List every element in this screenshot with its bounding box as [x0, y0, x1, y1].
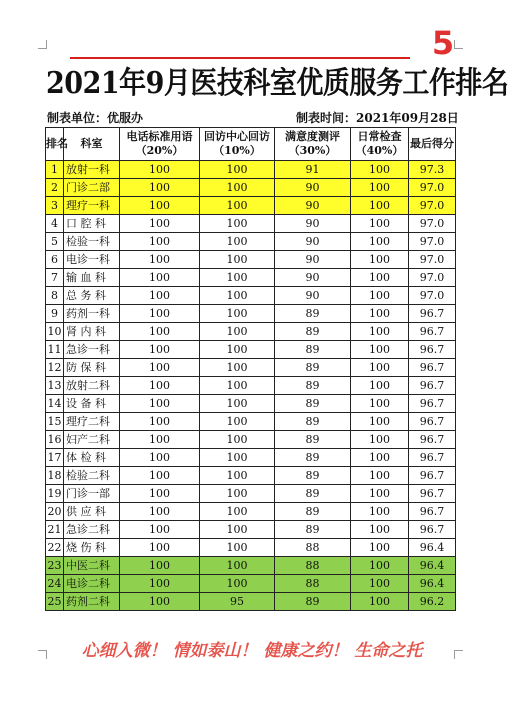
cell-final: 97.0: [409, 215, 456, 233]
cell-daily: 100: [351, 485, 409, 503]
cell-final: 96.7: [409, 431, 456, 449]
cell-dept: 口 腔 科: [64, 215, 120, 233]
cell-callback: 100: [200, 521, 275, 539]
date-label: 制表时间：2021年09月28日: [296, 111, 459, 125]
cell-dept: 体 检 科: [64, 449, 120, 467]
cell-rank: 2: [46, 179, 64, 197]
cell-rank: 7: [46, 269, 64, 287]
cell-phone: 100: [120, 377, 200, 395]
cell-daily: 100: [351, 305, 409, 323]
cell-dept: 急诊二科: [64, 521, 120, 539]
cell-daily: 100: [351, 395, 409, 413]
unit-label: 制表单位：优服办: [47, 111, 144, 125]
cell-daily: 100: [351, 449, 409, 467]
cell-rank: 5: [46, 233, 64, 251]
column-header-weight: （20%）: [135, 144, 184, 157]
column-header-daily: [351, 128, 409, 161]
column-header-label: 科室: [80, 137, 103, 150]
cell-final: 96.7: [409, 395, 456, 413]
cell-final: 97.0: [409, 179, 456, 197]
cell-daily: 100: [351, 197, 409, 215]
cell-phone: 100: [120, 359, 200, 377]
cell-dept: 药剂二科: [64, 593, 120, 611]
cell-rank: 11: [46, 341, 64, 359]
cell-final: 96.7: [409, 521, 456, 539]
column-header-weight: （10%）: [213, 144, 261, 157]
cell-dept: 总 务 科: [64, 287, 120, 305]
cell-rank: 21: [46, 521, 64, 539]
cell-callback: 100: [200, 503, 275, 521]
page-title: 2021年9月医技科室优质服务工作排名: [46, 66, 508, 101]
cell-rank: 1: [46, 161, 64, 179]
table-row: [46, 359, 456, 377]
cell-phone: 100: [120, 395, 200, 413]
cell-satisfaction: 89: [275, 431, 351, 449]
cell-rank: 20: [46, 503, 64, 521]
cell-satisfaction: 90: [275, 269, 351, 287]
cell-satisfaction: 91: [275, 161, 351, 179]
cell-callback: 100: [200, 467, 275, 485]
cell-final: 96.4: [409, 539, 456, 557]
cell-dept: 妇产二科: [64, 431, 120, 449]
cell-dept: 放射二科: [64, 377, 120, 395]
cell-dept: 烧 伤 科: [64, 539, 120, 557]
cell-satisfaction: 89: [275, 341, 351, 359]
cell-callback: 100: [200, 215, 275, 233]
cell-satisfaction: 90: [275, 233, 351, 251]
cell-phone: 100: [120, 215, 200, 233]
table-row: [46, 503, 456, 521]
table-body: [46, 161, 456, 611]
slogan: 心细入微！ 情如泰山！ 健康之约！ 生命之托: [81, 641, 423, 661]
cell-phone: 100: [120, 503, 200, 521]
cell-daily: 100: [351, 539, 409, 557]
column-header-rank: [46, 128, 68, 161]
cell-daily: 100: [351, 413, 409, 431]
cell-callback: 100: [200, 161, 275, 179]
cell-dept: 急诊一科: [64, 341, 120, 359]
cell-daily: 100: [351, 557, 409, 575]
cell-satisfaction: 89: [275, 449, 351, 467]
cell-rank: 12: [46, 359, 64, 377]
cell-satisfaction: 90: [275, 287, 351, 305]
cell-daily: 100: [351, 521, 409, 539]
cell-callback: 100: [200, 341, 275, 359]
cell-satisfaction: 88: [275, 557, 351, 575]
table-row: [46, 377, 456, 395]
cell-final: 96.7: [409, 377, 456, 395]
cell-rank: 22: [46, 539, 64, 557]
cell-callback: 100: [200, 179, 275, 197]
table-row: [46, 197, 456, 215]
corner-mark-top-left: [38, 40, 47, 49]
cell-phone: 100: [120, 251, 200, 269]
cell-rank: 19: [46, 485, 64, 503]
cell-dept: 检验二科: [64, 467, 120, 485]
column-header-satisfaction: [275, 128, 351, 161]
cell-satisfaction: 90: [275, 215, 351, 233]
cell-final: 96.7: [409, 503, 456, 521]
cell-rank: 16: [46, 431, 64, 449]
cell-final: 96.4: [409, 557, 456, 575]
column-header-final: [409, 128, 456, 161]
cell-phone: 100: [120, 179, 200, 197]
cell-satisfaction: 89: [275, 323, 351, 341]
column-header-phone: [120, 128, 200, 161]
cell-daily: 100: [351, 593, 409, 611]
cell-final: 97.0: [409, 233, 456, 251]
table-row: [46, 323, 456, 341]
cell-final: 97.0: [409, 269, 456, 287]
cell-satisfaction: 90: [275, 251, 351, 269]
cell-satisfaction: 89: [275, 593, 351, 611]
cell-callback: 100: [200, 431, 275, 449]
cell-satisfaction: 88: [275, 575, 351, 593]
cell-daily: 100: [351, 269, 409, 287]
column-header-label: 日常检查: [357, 130, 402, 143]
cell-callback: 100: [200, 305, 275, 323]
cell-callback: 95: [200, 593, 275, 611]
cell-dept: 理疗一科: [64, 197, 120, 215]
table-row: [46, 233, 456, 251]
cell-callback: 100: [200, 287, 275, 305]
cell-phone: 100: [120, 341, 200, 359]
cell-rank: 4: [46, 215, 64, 233]
table-row: [46, 575, 456, 593]
corner-mark-bottom-right: [454, 650, 463, 659]
cell-callback: 100: [200, 269, 275, 287]
table-row: [46, 467, 456, 485]
table-row: [46, 341, 456, 359]
cell-final: 97.0: [409, 287, 456, 305]
cell-callback: 100: [200, 359, 275, 377]
cell-dept: 防 保 科: [64, 359, 120, 377]
cell-rank: 6: [46, 251, 64, 269]
cell-daily: 100: [351, 503, 409, 521]
cell-daily: 100: [351, 341, 409, 359]
cell-satisfaction: 89: [275, 503, 351, 521]
cell-dept: 药剂一科: [64, 305, 120, 323]
column-header-label: 最后得分: [410, 137, 454, 150]
ranking-table: [45, 127, 456, 611]
cell-callback: 100: [200, 323, 275, 341]
table-row: [46, 449, 456, 467]
cell-rank: 14: [46, 395, 64, 413]
cell-callback: 100: [200, 395, 275, 413]
cell-satisfaction: 89: [275, 521, 351, 539]
cell-rank: 8: [46, 287, 64, 305]
cell-daily: 100: [351, 215, 409, 233]
cell-phone: 100: [120, 197, 200, 215]
cell-dept: 理疗二科: [64, 413, 120, 431]
cell-dept: 设 备 科: [64, 395, 120, 413]
table-header-row: [46, 128, 456, 161]
column-header-callback: [200, 128, 275, 161]
cell-callback: 100: [200, 449, 275, 467]
cell-phone: 100: [120, 233, 200, 251]
cell-daily: 100: [351, 575, 409, 593]
cell-dept: 肾 内 科: [64, 323, 120, 341]
cell-phone: 100: [120, 575, 200, 593]
cell-rank: 24: [46, 575, 64, 593]
cell-dept: 门诊一部: [64, 485, 120, 503]
cell-rank: 10: [46, 323, 64, 341]
cell-callback: 100: [200, 539, 275, 557]
table-row: [46, 395, 456, 413]
cell-daily: 100: [351, 287, 409, 305]
cell-final: 96.7: [409, 341, 456, 359]
cell-rank: 13: [46, 377, 64, 395]
cell-callback: 100: [200, 413, 275, 431]
cell-satisfaction: 89: [275, 413, 351, 431]
table-row: [46, 557, 456, 575]
cell-phone: 100: [120, 161, 200, 179]
cell-final: 96.7: [409, 467, 456, 485]
cell-dept: 电诊一科: [64, 251, 120, 269]
cell-dept: 供 应 科: [64, 503, 120, 521]
table-row: [46, 161, 456, 179]
cell-phone: 100: [120, 593, 200, 611]
cell-rank: 17: [46, 449, 64, 467]
cell-rank: 25: [46, 593, 64, 611]
cell-rank: 9: [46, 305, 64, 323]
cell-phone: 100: [120, 521, 200, 539]
cell-dept: 检验一科: [64, 233, 120, 251]
cell-callback: 100: [200, 197, 275, 215]
cell-satisfaction: 89: [275, 359, 351, 377]
cell-callback: 100: [200, 233, 275, 251]
cell-phone: 100: [120, 269, 200, 287]
cell-satisfaction: 89: [275, 467, 351, 485]
cell-final: 96.7: [409, 485, 456, 503]
cell-phone: 100: [120, 287, 200, 305]
cell-phone: 100: [120, 305, 200, 323]
cell-callback: 100: [200, 575, 275, 593]
cell-final: 96.7: [409, 413, 456, 431]
cell-daily: 100: [351, 377, 409, 395]
table-row: [46, 485, 456, 503]
table-row: [46, 539, 456, 557]
table-row: [46, 287, 456, 305]
column-header-label: 排名: [46, 137, 68, 150]
cell-daily: 100: [351, 161, 409, 179]
table-row: [46, 413, 456, 431]
table-row: [46, 179, 456, 197]
cell-phone: 100: [120, 323, 200, 341]
cell-callback: 100: [200, 251, 275, 269]
column-header-label: 满意度测评: [285, 130, 340, 143]
cell-phone: 100: [120, 449, 200, 467]
cell-final: 97.0: [409, 251, 456, 269]
column-header-dept: [64, 128, 120, 161]
cell-final: 96.4: [409, 575, 456, 593]
cell-final: 96.7: [409, 449, 456, 467]
cell-phone: 100: [120, 467, 200, 485]
cell-daily: 100: [351, 251, 409, 269]
table-row: [46, 431, 456, 449]
cell-phone: 100: [120, 539, 200, 557]
cell-rank: 23: [46, 557, 64, 575]
cell-phone: 100: [120, 485, 200, 503]
cell-daily: 100: [351, 323, 409, 341]
cell-final: 96.7: [409, 359, 456, 377]
cell-rank: 15: [46, 413, 64, 431]
cell-rank: 3: [46, 197, 64, 215]
corner-mark-bottom-left: [38, 650, 47, 659]
cell-dept: 放射一科: [64, 161, 120, 179]
cell-satisfaction: 90: [275, 197, 351, 215]
cell-daily: 100: [351, 179, 409, 197]
cell-final: 96.7: [409, 305, 456, 323]
table-row: [46, 215, 456, 233]
cell-final: 96.7: [409, 323, 456, 341]
column-header-label: 回访中心回访: [204, 130, 270, 143]
cell-phone: 100: [120, 431, 200, 449]
header-red-rule: [70, 57, 410, 59]
cell-final: 97.3: [409, 161, 456, 179]
column-header-weight: （30%）: [288, 144, 337, 157]
table-row: [46, 305, 456, 323]
column-header-label: 电话标准用语: [126, 130, 193, 143]
cell-dept: 输 血 科: [64, 269, 120, 287]
cell-final: 97.0: [409, 197, 456, 215]
cell-callback: 100: [200, 557, 275, 575]
cell-phone: 100: [120, 413, 200, 431]
cell-final: 96.2: [409, 593, 456, 611]
cell-daily: 100: [351, 233, 409, 251]
column-header-weight: （40%）: [355, 144, 404, 157]
cell-daily: 100: [351, 467, 409, 485]
cell-rank: 18: [46, 467, 64, 485]
cell-daily: 100: [351, 431, 409, 449]
cell-dept: 中医二科: [64, 557, 120, 575]
table-row: [46, 269, 456, 287]
cell-satisfaction: 88: [275, 539, 351, 557]
cell-satisfaction: 89: [275, 377, 351, 395]
cell-satisfaction: 90: [275, 179, 351, 197]
page-number: 5: [431, 24, 455, 62]
cell-satisfaction: 89: [275, 305, 351, 323]
cell-dept: 门诊二部: [64, 179, 120, 197]
table-row: [46, 521, 456, 539]
cell-satisfaction: 89: [275, 395, 351, 413]
table-row: [46, 593, 456, 611]
cell-callback: 100: [200, 377, 275, 395]
table-row: [46, 251, 456, 269]
cell-callback: 100: [200, 485, 275, 503]
cell-daily: 100: [351, 359, 409, 377]
cell-dept: 电诊二科: [64, 575, 120, 593]
cell-satisfaction: 89: [275, 485, 351, 503]
cell-phone: 100: [120, 557, 200, 575]
